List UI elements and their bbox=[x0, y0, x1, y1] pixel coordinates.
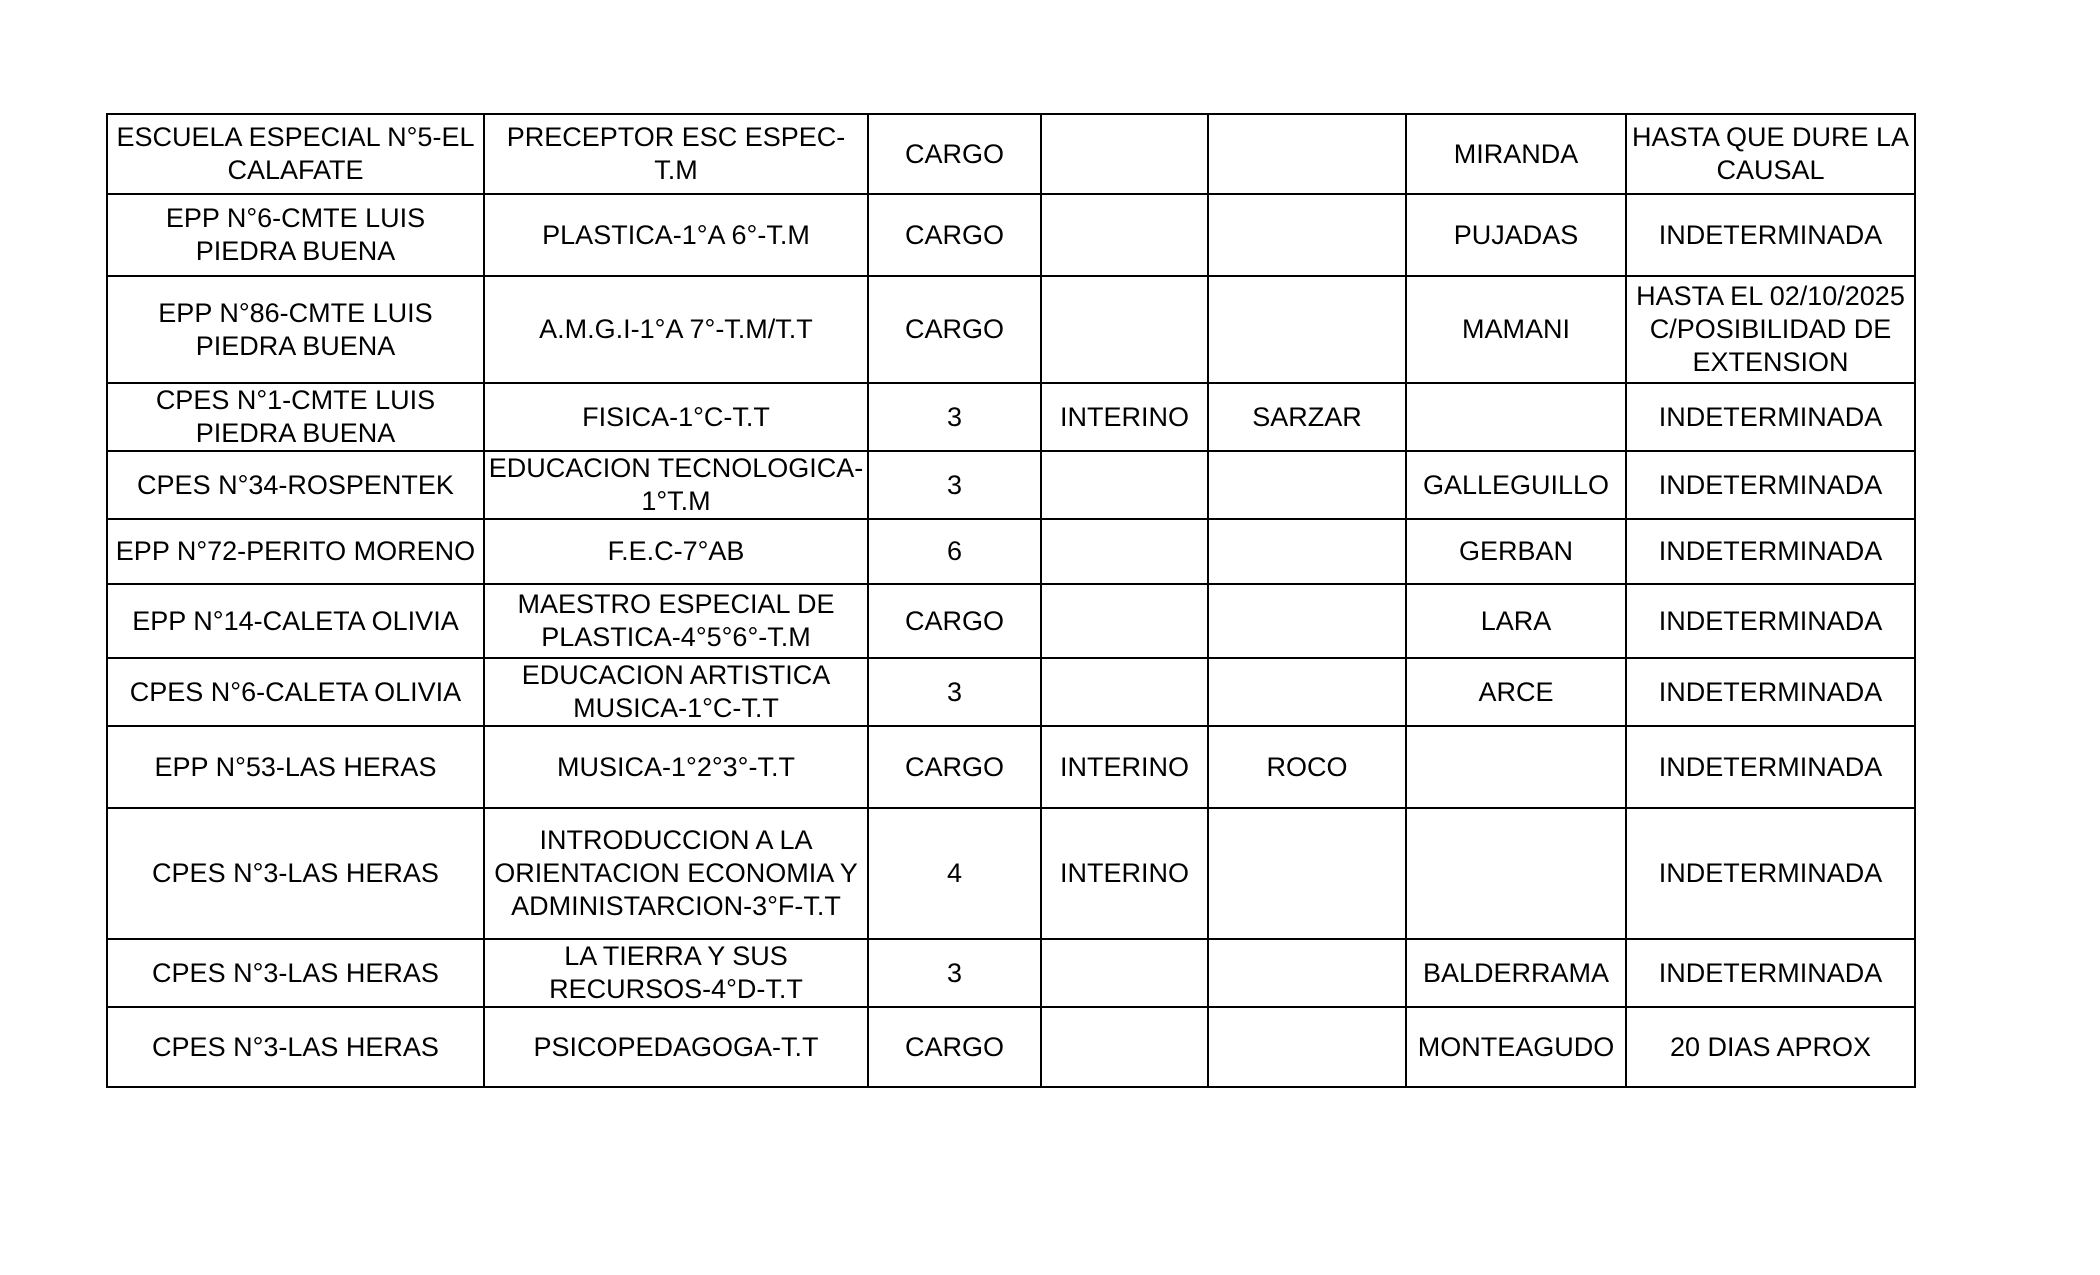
holder-cell bbox=[1208, 1007, 1406, 1087]
table-row bbox=[107, 584, 1915, 658]
status-cell bbox=[1041, 939, 1208, 1007]
holder-cell bbox=[1208, 808, 1406, 939]
duration-cell: INDETERMINADA bbox=[1626, 658, 1915, 726]
holder-cell bbox=[1208, 939, 1406, 1007]
holder-cell bbox=[1208, 194, 1406, 276]
table-row bbox=[107, 194, 1915, 276]
hours-cell: 3 bbox=[868, 939, 1041, 1007]
replacement-cell: MONTEAGUDO bbox=[1406, 1007, 1626, 1087]
subject-cell: F.E.C-7°AB bbox=[484, 519, 868, 584]
status-cell bbox=[1041, 584, 1208, 658]
table-row bbox=[107, 276, 1915, 383]
replacement-cell: GALLEGUILLO bbox=[1406, 451, 1626, 519]
replacement-cell bbox=[1406, 726, 1626, 808]
table-row bbox=[107, 726, 1915, 808]
holder-cell bbox=[1208, 584, 1406, 658]
hours-cell: 3 bbox=[868, 383, 1041, 451]
subject-cell: PRECEPTOR ESC ESPEC- T.M bbox=[484, 114, 868, 194]
status-cell: INTERINO bbox=[1041, 808, 1208, 939]
duration-cell: INDETERMINADA bbox=[1626, 451, 1915, 519]
duration-cell: HASTA QUE DURE LA CAUSAL bbox=[1626, 114, 1915, 194]
hours-cell: 6 bbox=[868, 519, 1041, 584]
status-cell bbox=[1041, 658, 1208, 726]
status-cell bbox=[1041, 114, 1208, 194]
replacement-cell: MAMANI bbox=[1406, 276, 1626, 383]
school-cell: CPES N°3-LAS HERAS bbox=[107, 939, 484, 1007]
school-cell: CPES N°3-LAS HERAS bbox=[107, 1007, 484, 1087]
replacement-cell bbox=[1406, 808, 1626, 939]
duration-cell: INDETERMINADA bbox=[1626, 383, 1915, 451]
subject-cell: MAESTRO ESPECIAL DE PLASTICA-4°5°6°-T.M bbox=[484, 584, 868, 658]
hours-cell: CARGO bbox=[868, 726, 1041, 808]
status-cell: INTERINO bbox=[1041, 383, 1208, 451]
school-cell: CPES N°6-CALETA OLIVIA bbox=[107, 658, 484, 726]
table-row bbox=[107, 808, 1915, 939]
subject-cell: MUSICA-1°2°3°-T.T bbox=[484, 726, 868, 808]
school-cell: CPES N°1-CMTE LUIS PIEDRA BUENA bbox=[107, 383, 484, 451]
school-cell: ESCUELA ESPECIAL N°5-EL CALAFATE bbox=[107, 114, 484, 194]
replacement-cell: LARA bbox=[1406, 584, 1626, 658]
replacement-cell: ARCE bbox=[1406, 658, 1626, 726]
status-cell bbox=[1041, 194, 1208, 276]
replacement-cell: BALDERRAMA bbox=[1406, 939, 1626, 1007]
hours-cell: CARGO bbox=[868, 1007, 1041, 1087]
table-row bbox=[107, 383, 1915, 451]
vacancies-table bbox=[106, 113, 1916, 1088]
replacement-cell bbox=[1406, 383, 1626, 451]
holder-cell bbox=[1208, 114, 1406, 194]
table-row bbox=[107, 1007, 1915, 1087]
duration-cell: INDETERMINADA bbox=[1626, 584, 1915, 658]
duration-cell: INDETERMINADA bbox=[1626, 194, 1915, 276]
table-row bbox=[107, 114, 1915, 194]
hours-cell: 3 bbox=[868, 658, 1041, 726]
school-cell: EPP N°6-CMTE LUIS PIEDRA BUENA bbox=[107, 194, 484, 276]
holder-cell bbox=[1208, 276, 1406, 383]
holder-cell: SARZAR bbox=[1208, 383, 1406, 451]
status-cell bbox=[1041, 519, 1208, 584]
subject-cell: PSICOPEDAGOGA-T.T bbox=[484, 1007, 868, 1087]
school-cell: EPP N°72-PERITO MORENO bbox=[107, 519, 484, 584]
table-body bbox=[107, 114, 1915, 1087]
replacement-cell: GERBAN bbox=[1406, 519, 1626, 584]
holder-cell bbox=[1208, 519, 1406, 584]
duration-cell: 20 DIAS APROX bbox=[1626, 1007, 1915, 1087]
hours-cell: CARGO bbox=[868, 114, 1041, 194]
hours-cell: 3 bbox=[868, 451, 1041, 519]
table-row bbox=[107, 519, 1915, 584]
table-row bbox=[107, 658, 1915, 726]
status-cell bbox=[1041, 1007, 1208, 1087]
school-cell: EPP N°53-LAS HERAS bbox=[107, 726, 484, 808]
holder-cell bbox=[1208, 451, 1406, 519]
subject-cell: EDUCACION ARTISTICA MUSICA-1°C-T.T bbox=[484, 658, 868, 726]
school-cell: EPP N°14-CALETA OLIVIA bbox=[107, 584, 484, 658]
replacement-cell: MIRANDA bbox=[1406, 114, 1626, 194]
hours-cell: 4 bbox=[868, 808, 1041, 939]
table-row bbox=[107, 451, 1915, 519]
subject-cell: A.M.G.I-1°A 7°-T.M/T.T bbox=[484, 276, 868, 383]
hours-cell: CARGO bbox=[868, 584, 1041, 658]
holder-cell bbox=[1208, 658, 1406, 726]
duration-cell: INDETERMINADA bbox=[1626, 726, 1915, 808]
duration-cell: INDETERMINADA bbox=[1626, 939, 1915, 1007]
subject-cell: LA TIERRA Y SUS RECURSOS-4°D-T.T bbox=[484, 939, 868, 1007]
school-cell: CPES N°34-ROSPENTEK bbox=[107, 451, 484, 519]
hours-cell: CARGO bbox=[868, 276, 1041, 383]
status-cell: INTERINO bbox=[1041, 726, 1208, 808]
table-row bbox=[107, 939, 1915, 1007]
replacement-cell: PUJADAS bbox=[1406, 194, 1626, 276]
subject-cell: PLASTICA-1°A 6°-T.M bbox=[484, 194, 868, 276]
status-cell bbox=[1041, 276, 1208, 383]
school-cell: EPP N°86-CMTE LUIS PIEDRA BUENA bbox=[107, 276, 484, 383]
duration-cell: INDETERMINADA bbox=[1626, 808, 1915, 939]
holder-cell: ROCO bbox=[1208, 726, 1406, 808]
subject-cell: INTRODUCCION A LA ORIENTACION ECONOMIA Y ADMINISTARCION-3°F-T.T bbox=[484, 808, 868, 939]
subject-cell: FISICA-1°C-T.T bbox=[484, 383, 868, 451]
school-cell: CPES N°3-LAS HERAS bbox=[107, 808, 484, 939]
status-cell bbox=[1041, 451, 1208, 519]
subject-cell: EDUCACION TECNOLOGICA- 1°T.M bbox=[484, 451, 868, 519]
hours-cell: CARGO bbox=[868, 194, 1041, 276]
duration-cell: HASTA EL 02/10/2025 C/POSIBILIDAD DE EXTENSION bbox=[1626, 276, 1915, 383]
duration-cell: INDETERMINADA bbox=[1626, 519, 1915, 584]
